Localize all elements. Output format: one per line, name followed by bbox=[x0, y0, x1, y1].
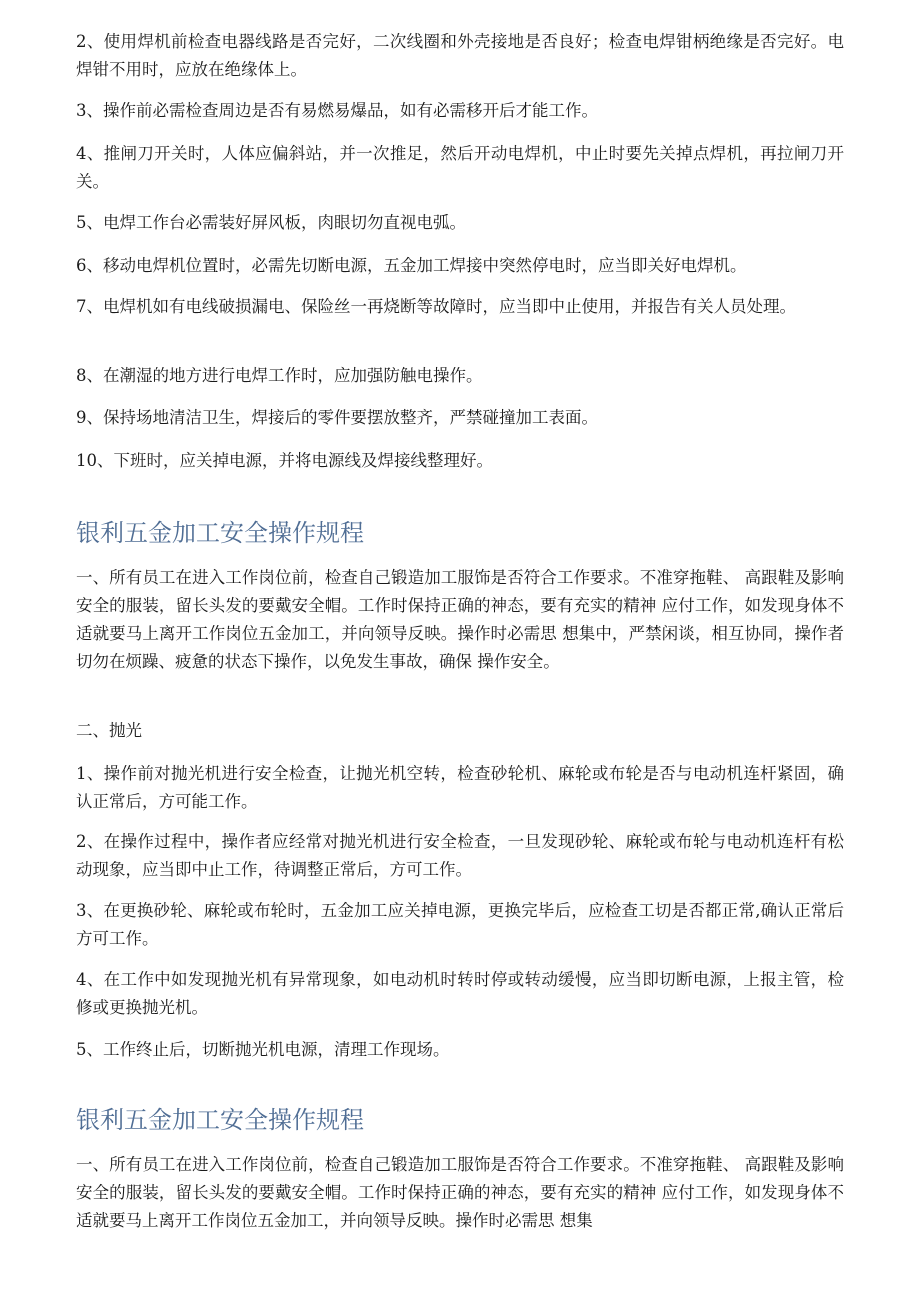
section1-item-4: 4、推闸刀开关时，人体应偏斜站，并一次推足，然后开动电焊机，中止时要先关掉点焊机，再拉闸刀开关。 bbox=[76, 144, 844, 191]
section1-item-9: 9、保持场地清洁卫生，焊接后的零件要摆放整齐，严禁碰撞加工表面。 bbox=[76, 408, 598, 427]
section3-intro: 一、所有员工在进入工作岗位前，检查自己锻造加工服饰是否符合工作要求。不准穿拖鞋、 高跟鞋及影响安全的服装，留长头发的要戴安全帽。工作时保持正确的神态，要有充实的精神 应付工作，如发现身体不适就要马上离开工作岗位五金加工，并向领导反映。操作时必需思 想集 bbox=[76, 1155, 844, 1230]
section2-subheading: 二、抛光 bbox=[76, 721, 142, 740]
section3-heading: 银利五金加工安全操作规程 bbox=[76, 1106, 364, 1134]
section2-item-2: 2、在操作过程中，操作者应经常对抛光机进行安全检查，一旦发现砂轮、麻轮或布轮与电动机连杆有松动现象，应当即中止工作，待调整正常后，方可工作。 bbox=[76, 832, 844, 879]
section2-intro: 一、所有员工在进入工作岗位前，检查自己锻造加工服饰是否符合工作要求。不准穿拖鞋、 高跟鞋及影响安全的服装，留长头发的要戴安全帽。工作时保持正确的神态，要有充实的精神 应付工作，如发现身体不适就要马上离开工作岗位五金加工，并向领导反映。操作时必需思 想集中，严禁闲谈，相互协同，操作者切勿在烦躁、疲惫的状态下操作，以免发生事故，确保 操作安全。 bbox=[76, 568, 844, 671]
section1-item-10: 10、下班时，应关掉电源，并将电源线及焊接线整理好。 bbox=[76, 451, 493, 470]
section2-item-4: 4、在工作中如发现抛光机有异常现象，如电动机时转时停或转动缓慢，应当即切断电源，上报主管，检修或更换抛光机。 bbox=[76, 970, 844, 1017]
section1-item-3: 3、操作前必需检查周边是否有易燃易爆品，如有必需移开后才能工作。 bbox=[76, 101, 598, 120]
section1-item-6: 6、移动电焊机位置时，必需先切断电源，五金加工焊接中突然停电时，应当即关好电焊机。 bbox=[76, 256, 747, 275]
section2-heading: 银利五金加工安全操作规程 bbox=[76, 519, 364, 547]
section2-item-5: 5、工作终止后，切断抛光机电源，清理工作现场。 bbox=[76, 1040, 450, 1059]
section2-item-1: 1、操作前对抛光机进行安全检查，让抛光机空转，检查砂轮机、麻轮或布轮是否与电动机连杆紧固，确认正常后，方可能工作。 bbox=[76, 764, 844, 811]
section1-item-5: 5、电焊工作台必需装好屏风板，肉眼切勿直视电弧。 bbox=[76, 213, 466, 232]
section1-item-8: 8、在潮湿的地方进行电焊工作时，应加强防触电操作。 bbox=[76, 366, 483, 385]
section1-item-2: 2、使用焊机前检查电器线路是否完好，二次线圈和外壳接地是否良好；检查电焊钳柄绝缘是否完好。电焊钳不用时，应放在绝缘体上。 bbox=[76, 32, 844, 79]
section1-item-7: 7、电焊机如有电线破损漏电、保险丝一再烧断等故障时，应当即中止使用，并报告有关人员处理。 bbox=[76, 297, 796, 316]
section2-item-3: 3、在更换砂轮、麻轮或布轮时，五金加工应关掉电源，更换完毕后，应检查工切是否都正常,确认正常后方可工作。 bbox=[76, 901, 844, 948]
